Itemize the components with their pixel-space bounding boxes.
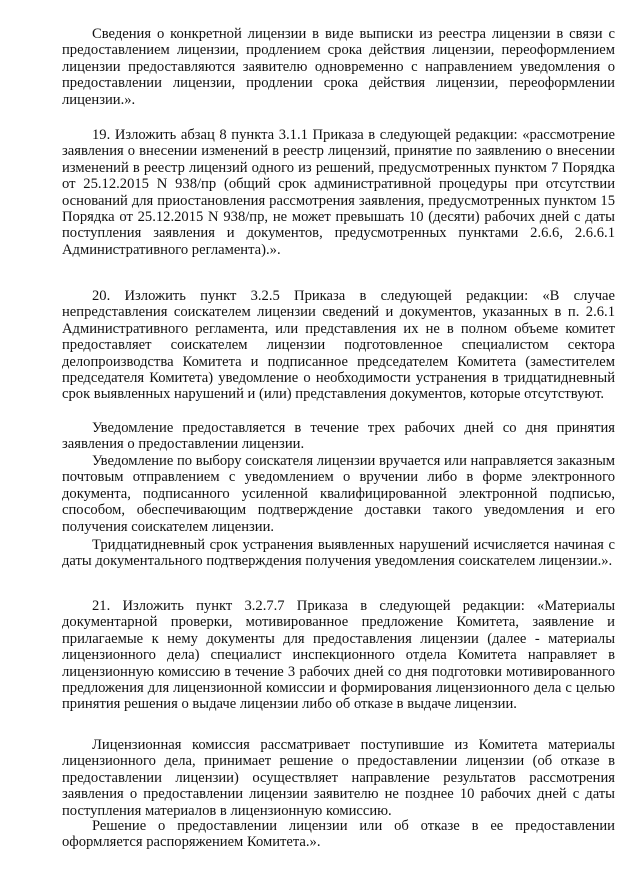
paragraph-notice-delivery: Уведомление по выбору соискателя лицензии вручается или направляется заказным почтовым отправлением с уведомлением о вручении либо в форме электронного документа, подписанного усиленной квалифицированной электронной подписью, способом, обеспечивающим подтверждение доставки такого уведомления и его получения соискателем лицензии. [62,453,615,535]
paragraph-decision-order: Решение о предоставлении лицензии или об отказе в ее предоставлении оформляется распоряжением Комитета.». [62,818,615,851]
paragraph-item-20: 20. Изложить пункт 3.2.5 Приказа в следующей редакции: «В случае непредставления соискателем лицензии сведений и документов, указанных в п. 2.6.1 Административного регламента, или представления их не в полном объеме комитет предоставляет соискателем лицензии подготовленное специалистом сектора делопроизводства Комитета и подписанное председателем Комитета (заместителем председателя Комитета) уведомление о необходимости устранения в тридцатидневный срок выявленных нарушений и (или) представления документов, которые отсутствуют. [62,288,615,403]
paragraph-item-19: 19. Изложить абзац 8 пункта 3.1.1 Приказа в следующей редакции: «рассмотрение заявления о внесении изменений в реестр лицензий, принятие по заявлению о внесении изменений в реестр лицензий одного из решений, предусмотренных пунктом 7 Порядка от 25.12.2015 N 938/пр (общий срок административной процедуры при отсутствии оснований для приостановления рассмотрения заявления, предусмотренных пунктом 15 Порядка от 25.12.2015 N 938/пр, не может превышать 10 (десяти) рабочих дней с даты поступления заявления и документов, предусмотренных пунктами 2.6.6, 2.6.6.1 Административного регламента).». [62,127,615,258]
paragraph-item-21: 21. Изложить пункт 3.2.7.7 Приказа в следующей редакции: «Материалы документарной проверки, мотивированное предложение Комитета, заявление и прилагаемые к нему документы для предоставления лицензии (далее - материалы лицензионного дела) специалист инспекционного отдела Комитета направляет в лицензионную комиссию в течение 3 рабочих дней со дня подготовки мотивированного предложения для лицензионной комиссии и формирования лицензионного дела с целью принятия решения о выдаче лицензии либо об отказе в выдаче лицензии. [62,598,615,713]
paragraph-notice-term: Уведомление предоставляется в течение трех рабочих дней со дня принятия заявления о предоставлении лицензии. [62,420,615,453]
paragraph-thirty-day-term: Тридцатидневный срок устранения выявленных нарушений исчисляется начиная с даты документального подтверждения получения уведомления соискателем лицензии.». [62,537,615,570]
paragraph-license-commission: Лицензионная комиссия рассматривает поступившие из Комитета материалы лицензионного дела, принимает решение о предоставлении лицензии (об отказе в предоставлении лицензии) осуществляет направление результатов рассмотрения заявления о предоставлении лицензии заявителю не позднее 10 рабочих дней с даты поступления материалов в лицензионную комиссию. [62,737,615,819]
paragraph-license-extract-info: Сведения о конкретной лицензии в виде выписки из реестра лицензии в связи с предоставлением лицензии, продлением срока действия лицензии, переоформлением лицензии предоставляются заявителю одновременно с направлением уведомления о предоставлении лицензии, продлении срока действия лицензии, переоформлении лицензии.». [62,26,615,108]
